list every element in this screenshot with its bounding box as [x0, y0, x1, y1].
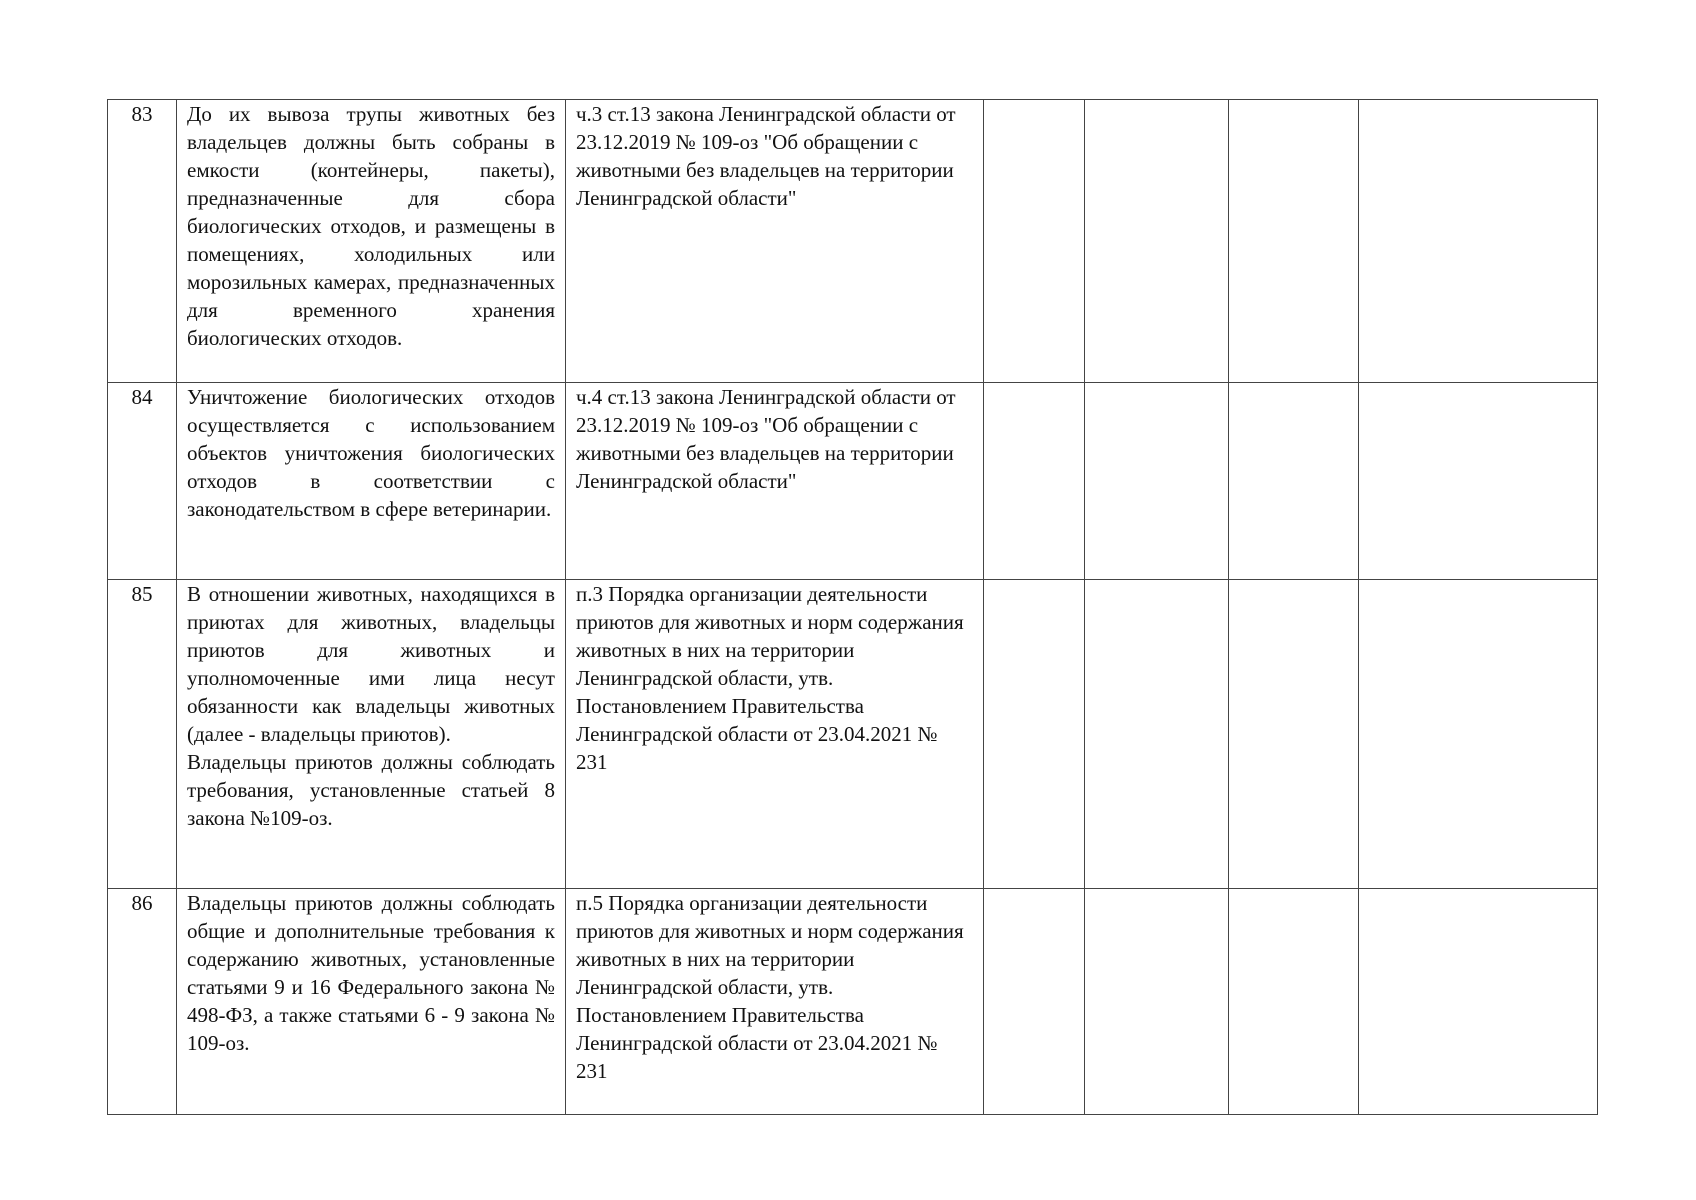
legal-reference: п.3 Порядка организации деятельности приютов для животных и норм содержания животных в них на территории Ленинградской области, утв. Постановлением Правительства Ленинградской области от 23.04.2021 № 231	[566, 580, 984, 889]
empty-cell	[1359, 580, 1598, 889]
empty-cell	[984, 383, 1085, 580]
empty-cell	[984, 580, 1085, 889]
table-row-83	[108, 100, 1598, 383]
table-row-86	[108, 889, 1598, 1115]
requirement-text	[177, 580, 566, 889]
requirement-text	[177, 889, 566, 1115]
requirement-paragraph: Владельцы приютов должны соблюдать общие и дополнительные требования к содержанию животных, установленные статьями 9 и 16 Федерального закона № 498-ФЗ, а также статьями 6 - 9 закона № 109-оз.	[187, 891, 555, 1055]
empty-cell	[1085, 580, 1229, 889]
empty-cell	[1359, 889, 1598, 1115]
empty-cell	[1359, 383, 1598, 580]
requirement-paragraph: До их вывоза трупы животных без владельцев должны быть собраны в емкости (контейнеры, пакеты), предназначенные для сбора биологических отходов, и размещены в помещениях, холодильных или морозильных камерах, предназначенных для временного хранения биологических отходов.	[187, 102, 555, 350]
empty-cell	[1085, 100, 1229, 383]
empty-cell	[1229, 889, 1359, 1115]
legal-reference: ч.4 ст.13 закона Ленинградской области от 23.12.2019 № 109-оз "Об обращении с животными без владельцев на территории Ленинградской области"	[566, 383, 984, 580]
legal-reference: п.5 Порядка организации деятельности приютов для животных и норм содержания животных в них на территории Ленинградской области, утв. Постановлением Правительства Ленинградской области от 23.04.2021 № 231	[566, 889, 984, 1115]
row-number: 85	[108, 580, 177, 889]
row-number: 86	[108, 889, 177, 1115]
row-number: 83	[108, 100, 177, 383]
requirement-paragraph: Уничтожение биологических отходов осуществляется с использованием объектов уничтожения биологических отходов в соответствии с законодательством в сфере ветеринарии.	[187, 385, 555, 521]
empty-cell	[1359, 100, 1598, 383]
requirements-table	[107, 99, 1598, 1115]
table-row-85	[108, 580, 1598, 889]
empty-cell	[1229, 580, 1359, 889]
empty-cell	[984, 889, 1085, 1115]
requirement-text	[177, 383, 566, 580]
empty-cell	[1085, 383, 1229, 580]
empty-cell	[1085, 889, 1229, 1115]
row-number: 84	[108, 383, 177, 580]
empty-cell	[984, 100, 1085, 383]
empty-cell	[1229, 383, 1359, 580]
empty-cell	[1229, 100, 1359, 383]
legal-reference: ч.3 ст.13 закона Ленинградской области от 23.12.2019 № 109-оз "Об обращении с животными без владельцев на территории Ленинградской области"	[566, 100, 984, 383]
table-row-84	[108, 383, 1598, 580]
requirement-text	[177, 100, 566, 383]
requirement-paragraph: В отношении животных, находящихся в приютах для животных, владельцы приютов для животных и уполномоченные ими лица несут обязанности как владельцы животных (далее - владельцы приютов).	[187, 582, 555, 746]
requirement-paragraph: Владельцы приютов должны соблюдать требования, установленные статьей 8 закона №109-оз.	[187, 750, 555, 830]
